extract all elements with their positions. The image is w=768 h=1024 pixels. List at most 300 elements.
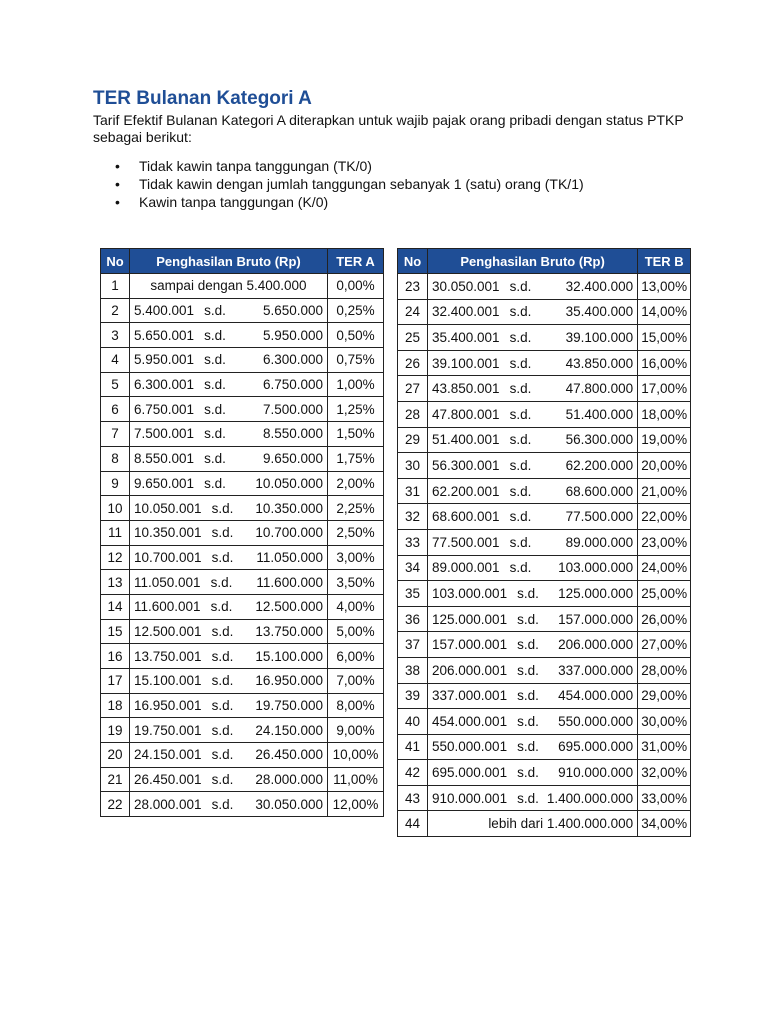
income-lower-bound: 5.400.001 bbox=[134, 303, 195, 319]
range-separator: s.d. bbox=[211, 796, 234, 812]
range-separator: s.d. bbox=[517, 585, 539, 601]
row-number: 20 bbox=[101, 743, 130, 768]
income-lower-bound: 13.750.001 bbox=[134, 648, 202, 664]
table-row bbox=[101, 792, 384, 817]
income-lower-bound: 9.650.001 bbox=[134, 475, 195, 491]
rate-cell: 20,00% bbox=[638, 453, 691, 479]
range-separator: s.d. bbox=[211, 772, 234, 788]
income-range-cell bbox=[428, 376, 638, 402]
income-range-cell bbox=[130, 693, 328, 718]
income-lower-bound: 56.300.001 bbox=[432, 457, 500, 473]
table-row bbox=[101, 718, 384, 743]
income-upper-bound: 51.400.000 bbox=[565, 406, 634, 422]
income-lower-bound: 695.000.001 bbox=[432, 765, 508, 781]
table-row bbox=[101, 496, 384, 521]
income-range-cell bbox=[428, 427, 638, 453]
rate-cell: 10,00% bbox=[328, 743, 384, 768]
range-separator: s.d. bbox=[211, 623, 234, 639]
income-upper-bound: 5.950.000 bbox=[262, 327, 323, 343]
list-item: • Tidak kawin tanpa tanggungan (TK/0) bbox=[93, 157, 584, 175]
table-row bbox=[398, 785, 691, 811]
income-lower-bound: 51.400.001 bbox=[432, 432, 500, 448]
table-row bbox=[101, 372, 384, 397]
row-number: 24 bbox=[398, 299, 428, 325]
range-separator: s.d. bbox=[517, 790, 539, 806]
row-number: 29 bbox=[398, 427, 428, 453]
rate-cell: 1,25% bbox=[328, 397, 384, 422]
income-lower-bound: 26.450.001 bbox=[134, 772, 202, 788]
range-separator: s.d. bbox=[517, 611, 539, 627]
income-range-cell bbox=[428, 555, 638, 581]
row-number: 21 bbox=[101, 767, 130, 792]
range-separator: s.d. bbox=[204, 303, 226, 319]
income-lower-bound: 19.750.001 bbox=[134, 722, 202, 738]
rate-cell: 34,00% bbox=[638, 811, 691, 837]
table-row bbox=[101, 669, 384, 694]
rate-cell: 13,00% bbox=[638, 274, 691, 300]
range-separator: s.d. bbox=[211, 525, 234, 541]
row-number: 22 bbox=[101, 792, 130, 817]
table-row bbox=[398, 811, 691, 837]
table-row bbox=[398, 709, 691, 735]
range-separator: s.d. bbox=[210, 599, 233, 615]
table-row bbox=[101, 743, 384, 768]
rate-cell: 32,00% bbox=[638, 760, 691, 786]
range-separator: s.d. bbox=[211, 698, 234, 714]
table-row bbox=[101, 570, 384, 595]
income-range-cell bbox=[428, 657, 638, 683]
income-lower-bound: 15.100.001 bbox=[134, 673, 202, 689]
income-lower-bound: 10.050.001 bbox=[134, 500, 202, 516]
rate-cell: 23,00% bbox=[638, 529, 691, 555]
income-upper-bound: 10.050.000 bbox=[255, 475, 323, 491]
ter-b-table bbox=[397, 248, 691, 837]
rate-cell: 31,00% bbox=[638, 734, 691, 760]
column-header-rate: TER A bbox=[328, 249, 384, 274]
range-separator: s.d. bbox=[204, 401, 226, 417]
range-separator: s.d. bbox=[517, 688, 539, 704]
range-separator: s.d. bbox=[204, 377, 226, 393]
income-range-cell bbox=[428, 274, 638, 300]
table-row bbox=[101, 545, 384, 570]
row-number: 6 bbox=[101, 397, 130, 422]
income-range-cell bbox=[130, 348, 328, 373]
list-item: • Tidak kawin dengan jumlah tanggungan sebanyak 1 (satu) orang (TK/1) bbox=[93, 175, 584, 193]
table-body bbox=[101, 274, 384, 817]
table-row bbox=[398, 555, 691, 581]
income-lower-bound: 10.350.001 bbox=[134, 525, 202, 541]
income-lower-bound: 47.800.001 bbox=[432, 406, 500, 422]
row-number: 7 bbox=[101, 422, 130, 447]
rate-cell: 29,00% bbox=[638, 683, 691, 709]
income-range-cell bbox=[428, 453, 638, 479]
table-header-row bbox=[398, 249, 691, 274]
rate-cell: 1,75% bbox=[328, 446, 384, 471]
income-upper-bound: 11.600.000 bbox=[256, 574, 323, 590]
income-lower-bound: 206.000.001 bbox=[432, 662, 508, 678]
income-upper-bound: 16.950.000 bbox=[255, 673, 323, 689]
row-number: 3 bbox=[101, 323, 130, 348]
income-range-cell bbox=[130, 792, 328, 817]
row-number: 13 bbox=[101, 570, 130, 595]
rate-cell: 24,00% bbox=[638, 555, 691, 581]
income-lower-bound: 125.000.001 bbox=[432, 611, 508, 627]
range-separator: s.d. bbox=[517, 662, 539, 678]
rate-cell: 0,25% bbox=[328, 298, 384, 323]
income-range-cell bbox=[130, 718, 328, 743]
income-upper-bound: 695.000.000 bbox=[558, 739, 634, 755]
row-number: 8 bbox=[101, 446, 130, 471]
range-separator: s.d. bbox=[509, 457, 532, 473]
income-range-cell bbox=[428, 299, 638, 325]
income-upper-bound: 15.100.000 bbox=[255, 648, 323, 664]
ter-a-table bbox=[100, 248, 384, 817]
income-range-cell bbox=[130, 619, 328, 644]
income-upper-bound: 89.000.000 bbox=[565, 534, 634, 550]
range-separator: s.d. bbox=[517, 765, 539, 781]
income-lower-bound: 6.750.001 bbox=[134, 401, 195, 417]
table-row bbox=[398, 504, 691, 530]
income-upper-bound: 157.000.000 bbox=[558, 611, 634, 627]
table-row bbox=[398, 376, 691, 402]
income-upper-bound: 32.400.000 bbox=[565, 278, 634, 294]
table-row bbox=[101, 298, 384, 323]
range-separator: s.d. bbox=[517, 637, 539, 653]
range-separator: s.d. bbox=[509, 278, 532, 294]
income-lower-bound: 28.000.001 bbox=[134, 796, 202, 812]
range-separator: s.d. bbox=[509, 509, 532, 525]
row-number: 41 bbox=[398, 734, 428, 760]
rate-cell: 1,00% bbox=[328, 372, 384, 397]
income-range-cell bbox=[130, 545, 328, 570]
rate-cell: 30,00% bbox=[638, 709, 691, 735]
income-range-cell bbox=[130, 372, 328, 397]
income-upper-bound: 43.850.000 bbox=[565, 355, 634, 371]
income-range-cell bbox=[428, 811, 638, 837]
income-upper-bound: 206.000.000 bbox=[558, 637, 634, 653]
table-row bbox=[398, 401, 691, 427]
income-range-cell bbox=[428, 401, 638, 427]
table-row bbox=[101, 274, 384, 299]
table-row bbox=[398, 734, 691, 760]
income-range-cell bbox=[428, 709, 638, 735]
income-lower-bound: 30.050.001 bbox=[432, 278, 500, 294]
rate-cell: 28,00% bbox=[638, 657, 691, 683]
table-header-row bbox=[101, 249, 384, 274]
income-upper-bound: 47.800.000 bbox=[565, 381, 634, 397]
range-separator: s.d. bbox=[509, 483, 532, 499]
row-number: 35 bbox=[398, 581, 428, 607]
income-range-cell bbox=[428, 504, 638, 530]
table-row bbox=[101, 471, 384, 496]
income-lower-bound: 103.000.001 bbox=[432, 585, 508, 601]
income-range-cell bbox=[130, 644, 328, 669]
row-number: 17 bbox=[101, 669, 130, 694]
income-lower-bound: 5.650.001 bbox=[134, 327, 195, 343]
income-upper-bound: 28.000.000 bbox=[255, 772, 323, 788]
rate-cell: 0,50% bbox=[328, 323, 384, 348]
rate-cell: 3,00% bbox=[328, 545, 384, 570]
row-number: 16 bbox=[101, 644, 130, 669]
income-range-cell bbox=[130, 594, 328, 619]
income-range-cell bbox=[428, 325, 638, 351]
column-header-income: Penghasilan Bruto (Rp) bbox=[130, 249, 328, 274]
income-upper-bound: 5.650.000 bbox=[262, 303, 323, 319]
rate-cell: 2,25% bbox=[328, 496, 384, 521]
income-upper-bound: 26.450.000 bbox=[255, 747, 323, 763]
table-row bbox=[398, 606, 691, 632]
row-number: 38 bbox=[398, 657, 428, 683]
intro-paragraph: Tarif Efektif Bulanan Kategori A diterapkan untuk wajib pajak orang pribadi dengan status PTKP sebagai berikut: bbox=[93, 112, 684, 145]
rate-cell: 1,50% bbox=[328, 422, 384, 447]
income-lower-bound: 35.400.001 bbox=[432, 329, 500, 345]
income-upper-bound: 11.050.000 bbox=[256, 549, 323, 565]
income-upper-bound: 12.500.000 bbox=[255, 599, 323, 615]
income-upper-bound: 6.750.000 bbox=[262, 377, 323, 393]
table-row bbox=[398, 453, 691, 479]
row-number: 42 bbox=[398, 760, 428, 786]
range-separator: s.d. bbox=[509, 355, 532, 371]
table-body bbox=[398, 274, 691, 837]
income-lower-bound: 7.500.001 bbox=[134, 426, 195, 442]
income-lower-bound: 550.000.001 bbox=[432, 739, 508, 755]
range-separator: s.d. bbox=[509, 381, 532, 397]
income-upper-bound: 56.300.000 bbox=[565, 432, 634, 448]
row-number: 43 bbox=[398, 785, 428, 811]
income-lower-bound: 68.600.001 bbox=[432, 509, 500, 525]
row-number: 28 bbox=[398, 401, 428, 427]
table-row bbox=[398, 632, 691, 658]
row-number: 15 bbox=[101, 619, 130, 644]
income-lower-bound: 10.700.001 bbox=[134, 549, 202, 565]
row-number: 23 bbox=[398, 274, 428, 300]
rate-cell: 6,00% bbox=[328, 644, 384, 669]
row-number: 19 bbox=[101, 718, 130, 743]
table-row bbox=[101, 644, 384, 669]
range-separator: s.d. bbox=[517, 739, 539, 755]
income-range-cell bbox=[428, 606, 638, 632]
table-row bbox=[101, 422, 384, 447]
income-range-cell bbox=[130, 471, 328, 496]
rate-cell: 3,50% bbox=[328, 570, 384, 595]
range-separator: s.d. bbox=[509, 534, 532, 550]
income-lower-bound: 62.200.001 bbox=[432, 483, 500, 499]
income-upper-bound: 19.750.000 bbox=[255, 698, 323, 714]
rate-cell: 18,00% bbox=[638, 401, 691, 427]
range-separator: s.d. bbox=[509, 329, 532, 345]
rate-cell: 12,00% bbox=[328, 792, 384, 817]
row-number: 33 bbox=[398, 529, 428, 555]
income-upper-bound: 910.000.000 bbox=[558, 765, 634, 781]
row-number: 40 bbox=[398, 709, 428, 735]
income-upper-bound: 62.200.000 bbox=[565, 457, 634, 473]
range-separator: s.d. bbox=[211, 747, 234, 763]
row-number: 9 bbox=[101, 471, 130, 496]
rate-cell: 26,00% bbox=[638, 606, 691, 632]
income-range-cell bbox=[428, 350, 638, 376]
table-row bbox=[101, 520, 384, 545]
rate-cell: 2,50% bbox=[328, 520, 384, 545]
column-header-no: No bbox=[101, 249, 130, 274]
row-number: 11 bbox=[101, 520, 130, 545]
income-lower-bound: 12.500.001 bbox=[134, 623, 202, 639]
rate-cell: 25,00% bbox=[638, 581, 691, 607]
row-number: 32 bbox=[398, 504, 428, 530]
table-row bbox=[101, 446, 384, 471]
income-range-cell bbox=[428, 581, 638, 607]
income-lower-bound: 454.000.001 bbox=[432, 713, 508, 729]
income-upper-bound: 1.400.000.000 bbox=[546, 790, 634, 806]
income-range-cell bbox=[428, 478, 638, 504]
table-row bbox=[101, 323, 384, 348]
table-row bbox=[398, 299, 691, 325]
rate-cell: 16,00% bbox=[638, 350, 691, 376]
rate-cell: 0,75% bbox=[328, 348, 384, 373]
income-lower-bound: 11.600.001 bbox=[134, 599, 201, 615]
income-range-text: lebih dari 1.400.000.000 bbox=[488, 816, 634, 832]
row-number: 44 bbox=[398, 811, 428, 837]
rate-cell: 15,00% bbox=[638, 325, 691, 351]
column-header-income: Penghasilan Bruto (Rp) bbox=[428, 249, 638, 274]
column-header-no: No bbox=[398, 249, 428, 274]
row-number: 39 bbox=[398, 683, 428, 709]
rate-cell: 4,00% bbox=[328, 594, 384, 619]
rate-cell: 11,00% bbox=[328, 767, 384, 792]
range-separator: s.d. bbox=[211, 500, 234, 516]
income-range-cell bbox=[428, 529, 638, 555]
income-lower-bound: 5.950.001 bbox=[134, 352, 195, 368]
income-upper-bound: 8.550.000 bbox=[262, 426, 323, 442]
income-lower-bound: 16.950.001 bbox=[134, 698, 202, 714]
income-range-text: sampai dengan 5.400.000 bbox=[150, 278, 307, 294]
rate-cell: 33,00% bbox=[638, 785, 691, 811]
income-range-cell bbox=[130, 743, 328, 768]
row-number: 36 bbox=[398, 606, 428, 632]
income-lower-bound: 32.400.001 bbox=[432, 304, 500, 320]
income-range-cell bbox=[428, 760, 638, 786]
range-separator: s.d. bbox=[204, 475, 226, 491]
income-upper-bound: 125.000.000 bbox=[558, 585, 634, 601]
table-row bbox=[398, 274, 691, 300]
row-number: 10 bbox=[101, 496, 130, 521]
income-upper-bound: 454.000.000 bbox=[558, 688, 634, 704]
page-title: TER Bulanan Kategori A bbox=[93, 88, 312, 109]
income-upper-bound: 39.100.000 bbox=[565, 329, 634, 345]
income-upper-bound: 103.000.000 bbox=[558, 560, 634, 576]
table-row bbox=[101, 767, 384, 792]
range-separator: s.d. bbox=[509, 304, 532, 320]
income-range-cell bbox=[130, 274, 328, 299]
range-separator: s.d. bbox=[204, 451, 226, 467]
income-lower-bound: 24.150.001 bbox=[134, 747, 202, 763]
income-upper-bound: 337.000.000 bbox=[558, 662, 634, 678]
row-number: 25 bbox=[398, 325, 428, 351]
row-number: 30 bbox=[398, 453, 428, 479]
row-number: 18 bbox=[101, 693, 130, 718]
list-item: • Kawin tanpa tanggungan (K/0) bbox=[93, 193, 584, 211]
income-upper-bound: 10.350.000 bbox=[255, 500, 323, 516]
range-separator: s.d. bbox=[204, 426, 226, 442]
income-range-cell bbox=[428, 734, 638, 760]
range-separator: s.d. bbox=[211, 722, 234, 738]
ptkp-status-list bbox=[93, 157, 584, 211]
range-separator: s.d. bbox=[211, 648, 234, 664]
column-header-rate: TER B bbox=[638, 249, 691, 274]
income-lower-bound: 157.000.001 bbox=[432, 637, 508, 653]
income-range-cell bbox=[130, 397, 328, 422]
table-row bbox=[101, 348, 384, 373]
rate-cell: 9,00% bbox=[328, 718, 384, 743]
rate-cell: 0,00% bbox=[328, 274, 384, 299]
income-range-cell bbox=[428, 632, 638, 658]
range-separator: s.d. bbox=[210, 574, 233, 590]
table-row bbox=[398, 427, 691, 453]
income-range-cell bbox=[130, 323, 328, 348]
table-row bbox=[101, 693, 384, 718]
range-separator: s.d. bbox=[517, 713, 539, 729]
rate-cell: 21,00% bbox=[638, 478, 691, 504]
table-row bbox=[398, 350, 691, 376]
income-lower-bound: 11.050.001 bbox=[134, 574, 201, 590]
rate-cell: 8,00% bbox=[328, 693, 384, 718]
income-upper-bound: 13.750.000 bbox=[255, 623, 323, 639]
income-range-cell bbox=[130, 422, 328, 447]
rate-cell: 14,00% bbox=[638, 299, 691, 325]
row-number: 37 bbox=[398, 632, 428, 658]
income-upper-bound: 77.500.000 bbox=[565, 509, 634, 525]
rate-cell: 19,00% bbox=[638, 427, 691, 453]
income-range-cell bbox=[130, 446, 328, 471]
income-upper-bound: 10.700.000 bbox=[255, 525, 323, 541]
income-lower-bound: 337.000.001 bbox=[432, 688, 508, 704]
income-lower-bound: 6.300.001 bbox=[134, 377, 195, 393]
table-row bbox=[398, 478, 691, 504]
income-upper-bound: 30.050.000 bbox=[255, 796, 323, 812]
rate-cell: 22,00% bbox=[638, 504, 691, 530]
table-row bbox=[101, 397, 384, 422]
income-upper-bound: 7.500.000 bbox=[262, 401, 323, 417]
row-number: 12 bbox=[101, 545, 130, 570]
income-upper-bound: 68.600.000 bbox=[565, 483, 634, 499]
row-number: 2 bbox=[101, 298, 130, 323]
table-row bbox=[398, 581, 691, 607]
rate-cell: 27,00% bbox=[638, 632, 691, 658]
rate-cell: 7,00% bbox=[328, 669, 384, 694]
table-row bbox=[398, 760, 691, 786]
range-separator: s.d. bbox=[509, 560, 532, 576]
income-lower-bound: 43.850.001 bbox=[432, 381, 500, 397]
range-separator: s.d. bbox=[509, 406, 532, 422]
rate-cell: 2,00% bbox=[328, 471, 384, 496]
income-range-cell bbox=[130, 669, 328, 694]
row-number: 34 bbox=[398, 555, 428, 581]
income-range-cell bbox=[428, 683, 638, 709]
table-row bbox=[398, 683, 691, 709]
income-upper-bound: 550.000.000 bbox=[558, 713, 634, 729]
row-number: 1 bbox=[101, 274, 130, 299]
range-separator: s.d. bbox=[211, 673, 234, 689]
income-lower-bound: 8.550.001 bbox=[134, 451, 195, 467]
rate-cell: 17,00% bbox=[638, 376, 691, 402]
income-lower-bound: 910.000.001 bbox=[432, 790, 508, 806]
row-number: 14 bbox=[101, 594, 130, 619]
income-upper-bound: 35.400.000 bbox=[565, 304, 634, 320]
income-upper-bound: 9.650.000 bbox=[262, 451, 323, 467]
income-lower-bound: 39.100.001 bbox=[432, 355, 500, 371]
table-row bbox=[398, 529, 691, 555]
range-separator: s.d. bbox=[211, 549, 234, 565]
table-row bbox=[398, 325, 691, 351]
